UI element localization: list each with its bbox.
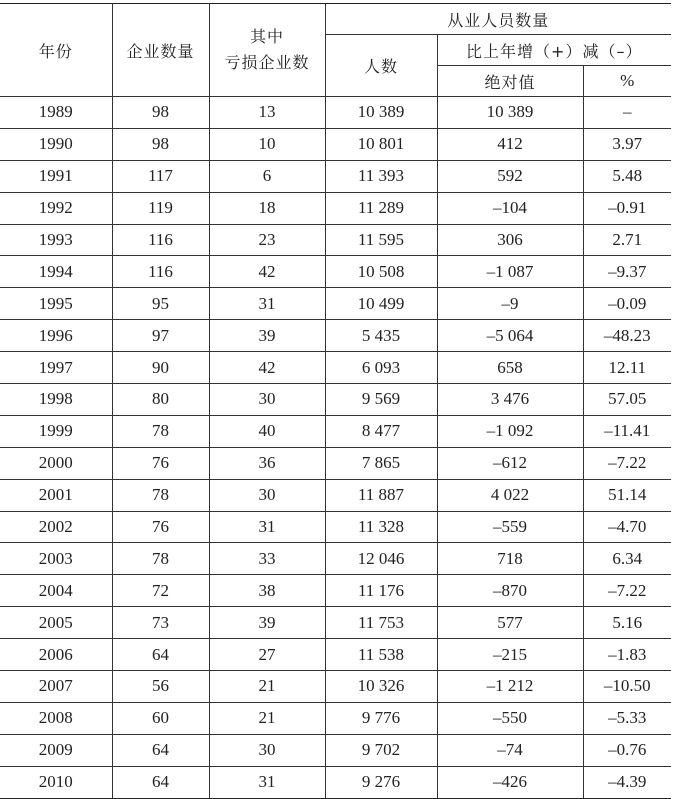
people-cell: 11 538 <box>325 639 437 671</box>
percent-change-cell: –7.22 <box>583 575 671 607</box>
percent-change-cell: –1.83 <box>583 639 671 671</box>
percent-change-cell: –0.09 <box>583 288 671 320</box>
people-cell: 9 276 <box>325 766 437 798</box>
people-cell: 11 595 <box>325 224 437 256</box>
absolute-change-cell: –1 087 <box>437 256 583 288</box>
year-cell: 2010 <box>0 766 112 798</box>
absolute-change-cell: 718 <box>437 543 583 575</box>
people-cell: 9 569 <box>325 384 437 416</box>
percent-change-cell: – <box>583 97 671 129</box>
header-loss-line1: 其中 <box>249 27 284 46</box>
absolute-change-cell: –612 <box>437 447 583 479</box>
loss-enterprises-cell: 31 <box>209 766 325 798</box>
absolute-change-cell: 592 <box>437 160 583 192</box>
year-cell: 1997 <box>0 352 112 384</box>
year-cell: 1992 <box>0 192 112 224</box>
absolute-change-cell: –104 <box>437 192 583 224</box>
absolute-change-cell: –5 064 <box>437 320 583 352</box>
loss-enterprises-cell: 30 <box>209 384 325 416</box>
enterprise-count-cell: 78 <box>112 479 209 511</box>
loss-enterprises-cell: 10 <box>209 128 325 160</box>
year-cell: 2004 <box>0 575 112 607</box>
enterprise-count-cell: 73 <box>112 607 209 639</box>
percent-change-cell: 3.97 <box>583 128 671 160</box>
percent-change-cell: 5.48 <box>583 160 671 192</box>
absolute-change-cell: 3 476 <box>437 384 583 416</box>
enterprise-count-cell: 117 <box>112 160 209 192</box>
table-row <box>0 384 671 416</box>
absolute-change-cell: –550 <box>437 702 583 734</box>
table-row <box>0 224 671 256</box>
people-cell: 6 093 <box>325 352 437 384</box>
enterprise-count-cell: 76 <box>112 447 209 479</box>
people-cell: 10 499 <box>325 288 437 320</box>
percent-change-cell: –10.50 <box>583 671 671 703</box>
year-cell: 2009 <box>0 734 112 766</box>
header-change-group: 比上年增（+）减（–） <box>437 35 671 66</box>
table-row <box>0 734 671 766</box>
loss-enterprises-cell: 23 <box>209 224 325 256</box>
table-body <box>0 97 671 799</box>
percent-change-cell: 5.16 <box>583 607 671 639</box>
header-year: 年份 <box>0 4 112 97</box>
enterprise-count-cell: 56 <box>112 671 209 703</box>
year-cell: 2008 <box>0 702 112 734</box>
header-percent: % <box>583 66 671 97</box>
loss-enterprises-cell: 27 <box>209 639 325 671</box>
header-loss-enterprises <box>209 4 325 97</box>
percent-change-cell: –11.41 <box>583 415 671 447</box>
enterprise-count-cell: 119 <box>112 192 209 224</box>
table-row <box>0 479 671 511</box>
loss-enterprises-cell: 21 <box>209 702 325 734</box>
loss-enterprises-cell: 18 <box>209 192 325 224</box>
loss-enterprises-cell: 31 <box>209 288 325 320</box>
enterprise-count-cell: 78 <box>112 415 209 447</box>
year-cell: 2003 <box>0 543 112 575</box>
absolute-change-cell: 577 <box>437 607 583 639</box>
enterprise-count-cell: 80 <box>112 384 209 416</box>
enterprise-count-cell: 90 <box>112 352 209 384</box>
table-header <box>0 4 671 97</box>
loss-enterprises-cell: 39 <box>209 607 325 639</box>
absolute-change-cell: 4 022 <box>437 479 583 511</box>
enterprise-count-cell: 97 <box>112 320 209 352</box>
absolute-change-cell: –1 092 <box>437 415 583 447</box>
loss-enterprises-cell: 38 <box>209 575 325 607</box>
loss-enterprises-cell: 31 <box>209 511 325 543</box>
table-row <box>0 671 671 703</box>
loss-enterprises-cell: 6 <box>209 160 325 192</box>
people-cell: 10 389 <box>325 97 437 129</box>
percent-change-cell: 12.11 <box>583 352 671 384</box>
year-cell: 1996 <box>0 320 112 352</box>
enterprise-count-cell: 64 <box>112 766 209 798</box>
percent-change-cell: 51.14 <box>583 479 671 511</box>
people-cell: 11 887 <box>325 479 437 511</box>
people-cell: 8 477 <box>325 415 437 447</box>
table-row <box>0 128 671 160</box>
people-cell: 9 776 <box>325 702 437 734</box>
table-row <box>0 543 671 575</box>
table-row <box>0 766 671 798</box>
percent-change-cell: 57.05 <box>583 384 671 416</box>
absolute-change-cell: –559 <box>437 511 583 543</box>
loss-enterprises-cell: 42 <box>209 352 325 384</box>
table-row <box>0 702 671 734</box>
absolute-change-cell: –9 <box>437 288 583 320</box>
enterprise-count-cell: 116 <box>112 224 209 256</box>
people-cell: 5 435 <box>325 320 437 352</box>
people-cell: 10 801 <box>325 128 437 160</box>
loss-enterprises-cell: 39 <box>209 320 325 352</box>
header-absolute: 绝对值 <box>437 66 583 97</box>
people-cell: 10 326 <box>325 671 437 703</box>
absolute-change-cell: –215 <box>437 639 583 671</box>
year-cell: 2007 <box>0 671 112 703</box>
people-cell: 11 176 <box>325 575 437 607</box>
enterprise-count-cell: 95 <box>112 288 209 320</box>
table-row <box>0 415 671 447</box>
percent-change-cell: 2.71 <box>583 224 671 256</box>
percent-change-cell: –4.70 <box>583 511 671 543</box>
absolute-change-cell: 10 389 <box>437 97 583 129</box>
table-row <box>0 97 671 129</box>
percent-change-cell: –4.39 <box>583 766 671 798</box>
loss-enterprises-cell: 40 <box>209 415 325 447</box>
enterprise-count-cell: 64 <box>112 639 209 671</box>
table-row <box>0 575 671 607</box>
loss-enterprises-cell: 36 <box>209 447 325 479</box>
people-cell: 12 046 <box>325 543 437 575</box>
table-row <box>0 447 671 479</box>
absolute-change-cell: 658 <box>437 352 583 384</box>
people-cell: 11 393 <box>325 160 437 192</box>
year-cell: 1991 <box>0 160 112 192</box>
year-cell: 2005 <box>0 607 112 639</box>
year-cell: 1995 <box>0 288 112 320</box>
enterprise-count-cell: 76 <box>112 511 209 543</box>
percent-change-cell: –48.23 <box>583 320 671 352</box>
header-people: 人数 <box>325 35 437 97</box>
absolute-change-cell: –870 <box>437 575 583 607</box>
enterprise-count-cell: 116 <box>112 256 209 288</box>
table-row <box>0 192 671 224</box>
year-cell: 1998 <box>0 384 112 416</box>
table-row <box>0 320 671 352</box>
enterprise-count-cell: 60 <box>112 702 209 734</box>
loss-enterprises-cell: 42 <box>209 256 325 288</box>
table-row <box>0 639 671 671</box>
year-cell: 2000 <box>0 447 112 479</box>
table-row <box>0 352 671 384</box>
enterprise-count-cell: 72 <box>112 575 209 607</box>
people-cell: 7 865 <box>325 447 437 479</box>
people-cell: 9 702 <box>325 734 437 766</box>
table-row <box>0 288 671 320</box>
year-cell: 1993 <box>0 224 112 256</box>
percent-change-cell: –9.37 <box>583 256 671 288</box>
table-row <box>0 160 671 192</box>
table-row <box>0 607 671 639</box>
enterprise-employment-table <box>0 3 671 799</box>
absolute-change-cell: –74 <box>437 734 583 766</box>
people-cell: 11 753 <box>325 607 437 639</box>
people-cell: 10 508 <box>325 256 437 288</box>
absolute-change-cell: –426 <box>437 766 583 798</box>
year-cell: 2001 <box>0 479 112 511</box>
people-cell: 11 289 <box>325 192 437 224</box>
absolute-change-cell: 412 <box>437 128 583 160</box>
enterprise-count-cell: 64 <box>112 734 209 766</box>
percent-change-cell: –0.91 <box>583 192 671 224</box>
loss-enterprises-cell: 13 <box>209 97 325 129</box>
percent-change-cell: –0.76 <box>583 734 671 766</box>
year-cell: 1994 <box>0 256 112 288</box>
year-cell: 2006 <box>0 639 112 671</box>
absolute-change-cell: –1 212 <box>437 671 583 703</box>
percent-change-cell: 6.34 <box>583 543 671 575</box>
percent-change-cell: –7.22 <box>583 447 671 479</box>
enterprise-count-cell: 98 <box>112 97 209 129</box>
header-enterprise-count: 企业数量 <box>112 4 209 97</box>
people-cell: 11 328 <box>325 511 437 543</box>
loss-enterprises-cell: 21 <box>209 671 325 703</box>
enterprise-count-cell: 78 <box>112 543 209 575</box>
table-row <box>0 511 671 543</box>
year-cell: 1989 <box>0 97 112 129</box>
year-cell: 2002 <box>0 511 112 543</box>
percent-change-cell: –5.33 <box>583 702 671 734</box>
year-cell: 1990 <box>0 128 112 160</box>
loss-enterprises-cell: 33 <box>209 543 325 575</box>
absolute-change-cell: 306 <box>437 224 583 256</box>
enterprise-count-cell: 98 <box>112 128 209 160</box>
statistics-table-container <box>0 3 671 799</box>
year-cell: 1999 <box>0 415 112 447</box>
loss-enterprises-cell: 30 <box>209 734 325 766</box>
header-employees-group: 从业人员数量 <box>325 4 671 35</box>
table-row <box>0 256 671 288</box>
header-loss-line2: 亏损企业数 <box>224 53 310 72</box>
loss-enterprises-cell: 30 <box>209 479 325 511</box>
